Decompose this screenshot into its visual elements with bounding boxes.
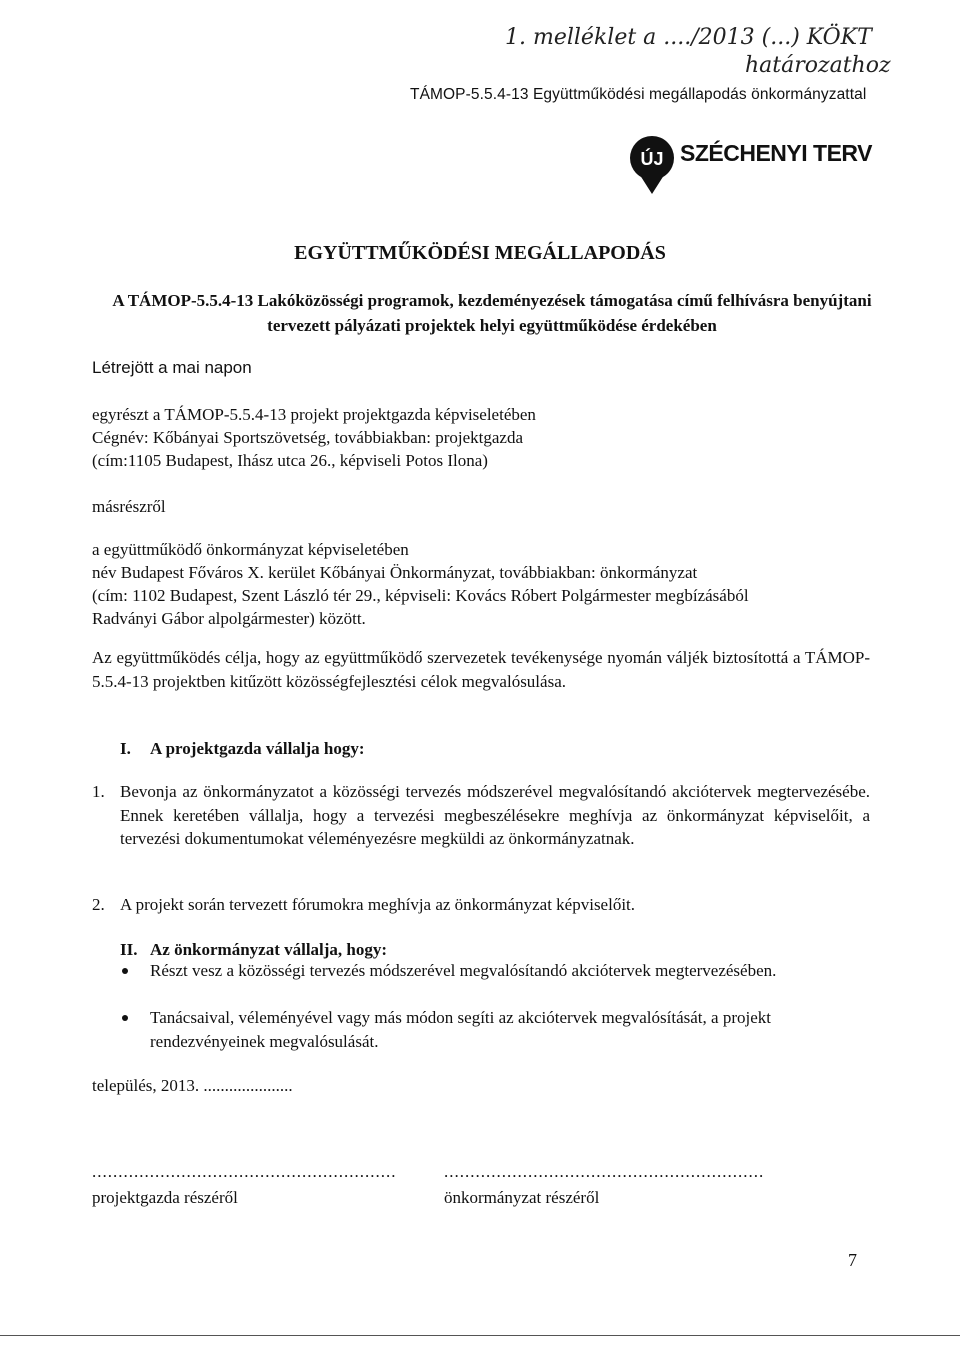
signature-label-right: önkormányzat részéről [444, 1188, 600, 1207]
section1-item1-number: 1. [92, 782, 105, 801]
place-date: település, 2013. ..................... [92, 1076, 293, 1095]
party2-line1: a együttműködő önkormányzat képviseletében [92, 540, 409, 559]
program-header: TÁMOP-5.5.4-13 Együttműködési megállapodás önkormányzattal [410, 86, 867, 103]
signature-line-right: ............................................................. [444, 1162, 765, 1181]
bullet-2-icon [122, 1015, 128, 1021]
handwritten-annotation [505, 18, 891, 78]
section1-item1-text: Bevonja az önkormányzatot a közösségi tervezés módszerével megvalósítandó akciótervek megtervezésébe. Ennek keretében vállalja, hogy a tervezési megbeszélésekre meghívja az önkormányzat képviselőit, a tervezési dokumentumokat véleményezésre megküldi az önkormányzatnak. [120, 782, 870, 848]
document-subtitle: A TÁMOP-5.5.4-13 Lakóközösségi programok, kezdeményezések támogatása című felhívásra benyújtani tervezett pályázati projektek helyi együttműködése érdekében [112, 291, 872, 335]
section1-item2-number: 2. [92, 895, 105, 914]
logo-name: SZÉCHENYI TERV [680, 140, 872, 166]
logo-badge-text: ÚJ [640, 149, 664, 169]
section2-heading: Az önkormányzat vállalja, hogy: [150, 940, 388, 959]
party2-line4: Radványi Gábor alpolgármester) között. [92, 609, 366, 628]
handwritten-line-1: 1. melléklet a ..../2013 (...) KÖKT [505, 25, 872, 50]
intro-text: Létrejött a mai napon [92, 358, 252, 377]
party1-line2: Cégnév: Kőbányai Sportszövetség, továbbiakban: projektgazda [92, 428, 524, 447]
logo-badge-icon [630, 136, 674, 194]
party2-line2: név Budapest Főváros X. kerület Kőbányai Önkormányzat, továbbiakban: önkormányzat [92, 563, 698, 582]
section1-heading: A projektgazda vállalja hogy: [150, 739, 365, 758]
separator-text: másrészről [92, 497, 166, 516]
party2-line3: (cím: 1102 Budapest, Szent László tér 29., képviseli: Kovács Róbert Polgármester megbízásából [92, 586, 749, 605]
page-number: 7 [848, 1250, 857, 1270]
bullet-1-icon [122, 968, 128, 974]
purpose-paragraph: Az együttműködés célja, hogy az együttműködő szervezetek tevékenysége nyomán váljék biztosítottá a TÁMOP-5.5.4-13 projektben kitűzött közösségfejlesztési célok megvalósulása. [92, 648, 870, 691]
section2-bullet1-text: Részt vesz a közösségi tervezés módszerével megvalósítandó akciótervek megtervezésében. [150, 961, 777, 980]
section1-item2-text: A projekt során tervezett fórumokra meghívja az önkormányzat képviselőit. [120, 895, 636, 914]
handwritten-line-2: határozathoz [745, 53, 891, 78]
bottom-rule [0, 1335, 960, 1336]
section2-bullet2-text: Tanácsaival, véleményével vagy más módon segíti az akciótervek megvalósítását, a projekt rendezvényeinek megvalósulását. [150, 1008, 771, 1051]
party1-line3: (cím:1105 Budapest, Ihász utca 26., képviseli Potos Ilona) [92, 451, 488, 470]
signature-line-left: .......................................................... [92, 1162, 397, 1181]
signature-label-left: projektgazda részéről [92, 1188, 238, 1207]
section2-numeral: II. [120, 940, 138, 959]
document-title: EGYÜTTMŰKÖDÉSI MEGÁLLAPODÁS [294, 242, 666, 264]
section1-numeral: I. [120, 739, 131, 758]
party1-line1: egyrészt a TÁMOP-5.5.4-13 projekt projektgazda képviseletében [92, 405, 536, 424]
